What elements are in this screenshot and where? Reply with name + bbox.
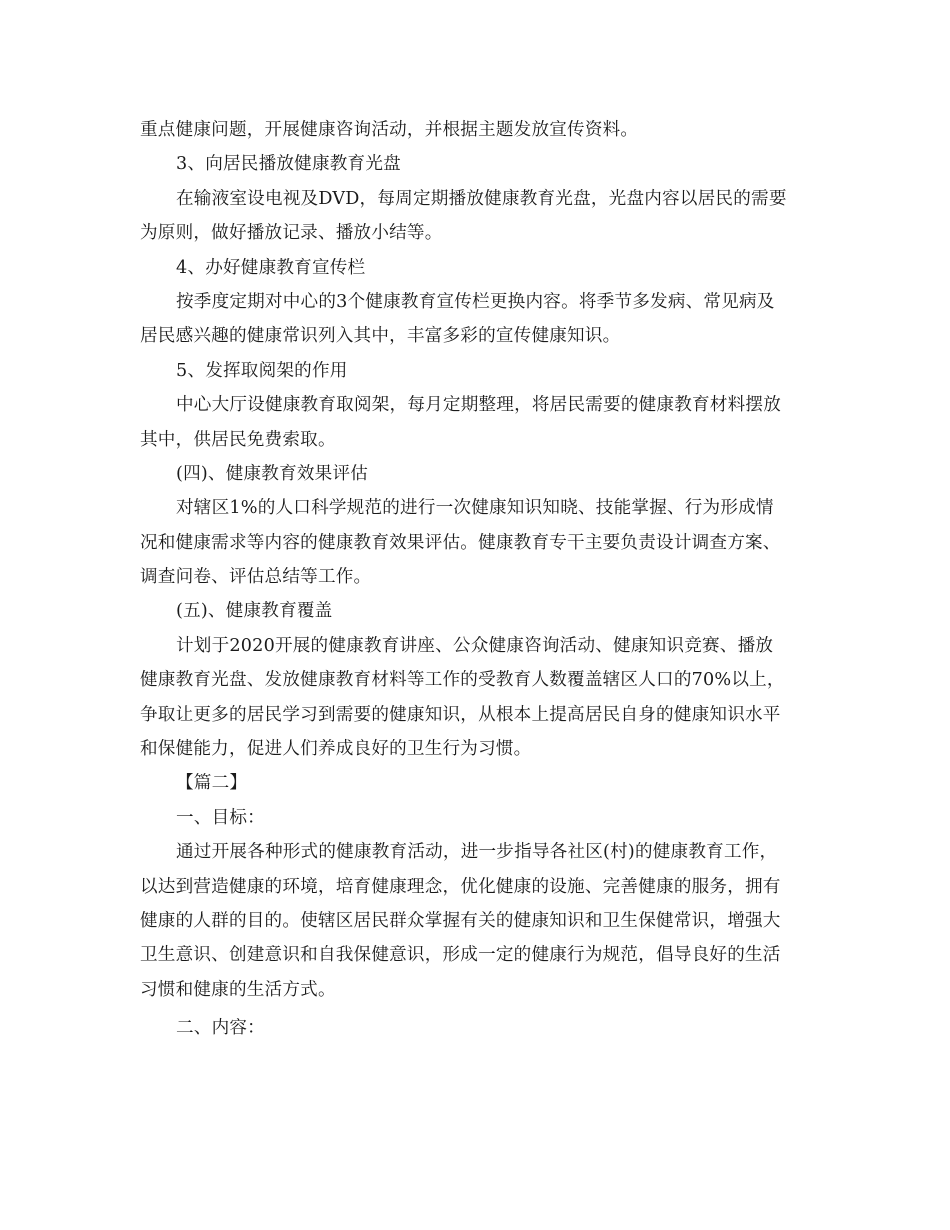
- text-line: 争取让更多的居民学习到需要的健康知识，从根本上提高居民自身的健康知识水平: [140, 704, 781, 725]
- text-line: 4、办好健康教育宣传栏: [176, 257, 366, 278]
- text-line: 二、内容：: [176, 1018, 265, 1039]
- document-body: [140, 113, 820, 1046]
- text-line: 按季度定期对中心的3个健康教育宣传栏更换内容。将季节多发病、常见病及: [176, 291, 775, 312]
- text-line: 调查问卷、评估总结等工作。: [140, 567, 372, 588]
- text-line: (五)、健康教育覆盖: [176, 601, 333, 622]
- text-line: 和保健能力，促进人们养成良好的卫生行为习惯。: [140, 739, 532, 760]
- text-line: 居民感兴趣的健康常识列入其中，丰富多彩的宣传健康知识。: [140, 326, 621, 347]
- text-line: 通过开展各种形式的健康教育活动，进一步指导各社区(村)的健康教育工作，: [176, 842, 778, 863]
- text-line: 卫生意识、创建意识和自我保健意识，形成一定的健康行为规范，倡导良好的生活: [140, 945, 781, 966]
- text-line: 健康的人群的目的。使辖区居民群众掌握有关的健康知识和卫生保健常识，增强大: [140, 910, 781, 931]
- text-line: 其中，供居民免费索取。: [140, 429, 336, 450]
- text-line: 健康教育光盘、发放健康教育材料等工作的受教育人数覆盖辖区人口的70%以上，: [140, 670, 785, 691]
- text-line: 在输液室设电视及DVD，每周定期播放健康教育光盘，光盘内容以居民的需要: [176, 188, 787, 209]
- text-line: 3、向居民播放健康教育光盘: [176, 154, 401, 175]
- text-line: 计划于2020开展的健康教育讲座、公众健康咨询活动、健康知识竞赛、播放: [176, 635, 774, 656]
- text-line: 中心大厅设健康教育取阅架，每月定期整理，将居民需要的健康教育材料摆放: [176, 395, 781, 416]
- text-line: 5、发挥取阅架的作用: [176, 360, 348, 381]
- text-line: 重点健康问题，开展健康咨询活动，并根据主题发放宣传资料。: [140, 120, 639, 140]
- text-line: 习惯和健康的生活方式。: [140, 979, 336, 1000]
- text-line: 以达到营造健康的环境，培育健康理念，优化健康的设施、完善健康的服务，拥有: [140, 876, 781, 897]
- text-line: 况和健康需求等内容的健康教育效果评估。健康教育专干主要负责设计调查方案、: [140, 532, 781, 553]
- text-line: (四)、健康教育效果评估: [176, 463, 369, 484]
- text-line: 【篇二】: [176, 773, 248, 794]
- text-line: 对辖区1%的人口科学规范的进行一次健康知识知晓、技能掌握、行为形成情: [176, 498, 774, 519]
- text-line: 为原则，做好播放记录、播放小结等。: [140, 223, 443, 244]
- text-line: 一、目标：: [176, 807, 265, 828]
